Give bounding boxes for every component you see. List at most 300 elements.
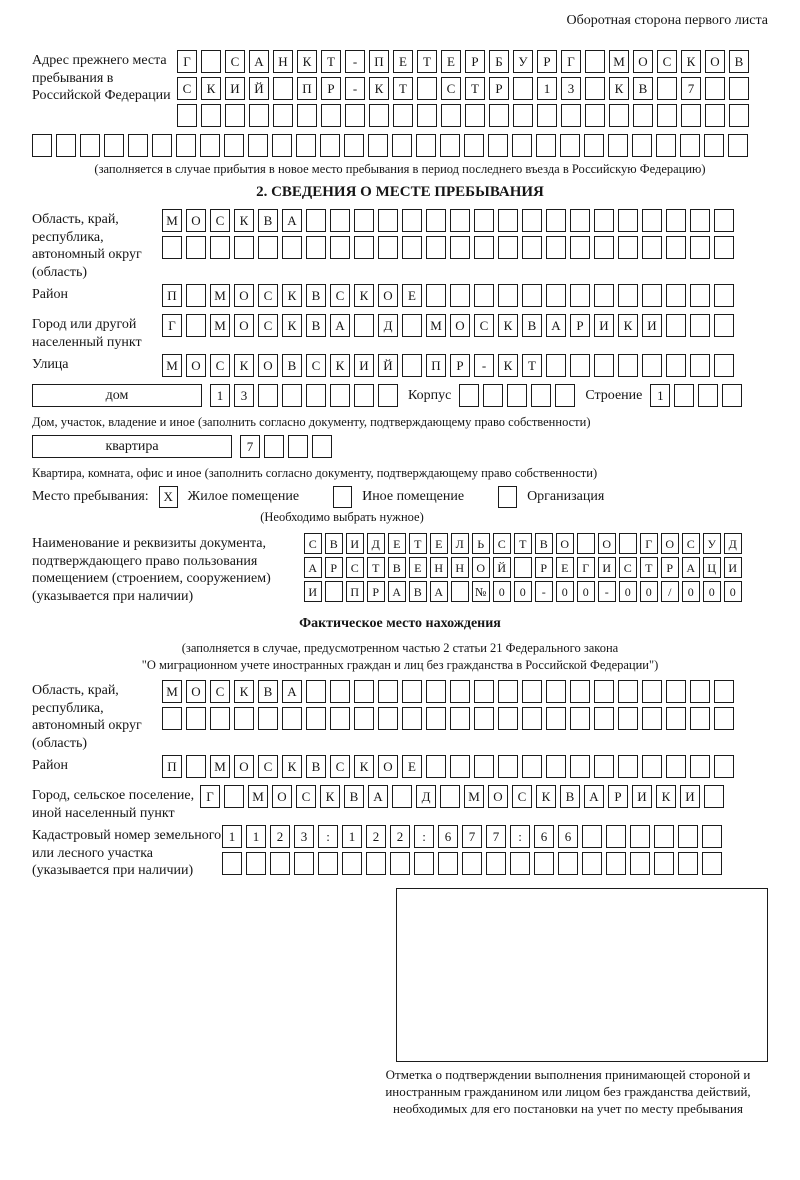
char-box[interactable] [282,707,302,730]
char-box[interactable]: К [498,314,518,337]
char-box[interactable] [618,755,638,778]
char-box[interactable] [378,707,398,730]
char-box[interactable]: В [560,785,580,808]
char-box[interactable] [312,435,332,458]
char-box[interactable] [522,755,542,778]
char-box[interactable] [582,852,602,875]
char-box[interactable]: И [632,785,652,808]
char-box[interactable] [522,209,542,232]
char-box[interactable]: П [346,581,364,602]
char-box[interactable] [654,825,674,848]
char-box[interactable] [80,134,100,157]
char-box[interactable]: О [450,314,470,337]
char-box[interactable]: Е [556,557,574,578]
char-box[interactable] [459,384,479,407]
char-box[interactable]: Т [409,533,427,554]
char-box[interactable]: М [162,209,182,232]
char-box[interactable]: Р [367,581,385,602]
char-box[interactable]: Р [570,314,590,337]
char-box[interactable]: К [320,785,340,808]
char-box[interactable] [594,354,614,377]
char-box[interactable]: Е [402,755,422,778]
char-box[interactable]: О [258,354,278,377]
char-box[interactable] [498,209,518,232]
char-box[interactable]: Т [514,533,532,554]
char-box[interactable] [558,852,578,875]
char-box[interactable] [632,134,652,157]
checkbox-residential[interactable]: X [159,486,178,508]
char-box[interactable]: 6 [558,825,578,848]
char-box[interactable]: М [210,284,230,307]
char-box[interactable]: К [681,50,701,73]
char-box[interactable] [306,236,326,259]
char-box[interactable]: Е [388,533,406,554]
char-box[interactable] [728,134,748,157]
char-box[interactable] [674,384,694,407]
char-box[interactable] [273,77,293,100]
char-box[interactable]: В [344,785,364,808]
char-box[interactable]: 1 [342,825,362,848]
char-box[interactable] [606,852,626,875]
char-box[interactable] [570,755,590,778]
char-box[interactable] [306,384,326,407]
char-box[interactable] [368,134,388,157]
char-box[interactable] [330,236,350,259]
char-box[interactable] [560,134,580,157]
char-box[interactable]: В [258,680,278,703]
char-box[interactable]: 6 [534,825,554,848]
char-box[interactable]: Г [162,314,182,337]
char-box[interactable] [498,755,518,778]
char-box[interactable]: О [705,50,725,73]
char-box[interactable]: Й [493,557,511,578]
char-box[interactable]: М [426,314,446,337]
char-box[interactable] [201,50,221,73]
char-box[interactable]: : [414,825,434,848]
char-box[interactable] [176,134,196,157]
char-box[interactable]: С [330,755,350,778]
char-box[interactable] [416,134,436,157]
char-box[interactable] [354,384,374,407]
char-box[interactable]: Т [417,50,437,73]
char-box[interactable] [678,852,698,875]
char-box[interactable] [702,852,722,875]
char-box[interactable] [390,852,410,875]
char-box[interactable]: - [474,354,494,377]
char-box[interactable] [354,314,374,337]
char-box[interactable] [618,209,638,232]
char-box[interactable]: П [297,77,317,100]
char-box[interactable]: С [210,209,230,232]
char-box[interactable]: Т [393,77,413,100]
char-box[interactable] [585,77,605,100]
char-box[interactable]: В [282,354,302,377]
char-box[interactable]: В [325,533,343,554]
char-box[interactable]: Т [640,557,658,578]
char-box[interactable]: Р [608,785,628,808]
char-box[interactable] [630,852,650,875]
char-box[interactable] [177,104,197,127]
char-box[interactable] [619,533,637,554]
char-box[interactable]: С [177,77,197,100]
char-box[interactable]: 6 [438,825,458,848]
char-box[interactable] [414,852,434,875]
char-box[interactable] [483,384,503,407]
char-box[interactable] [450,209,470,232]
char-box[interactable] [594,209,614,232]
char-box[interactable]: Д [724,533,742,554]
char-box[interactable] [522,707,542,730]
char-box[interactable]: Е [393,50,413,73]
char-box[interactable]: Е [441,50,461,73]
char-box[interactable] [570,707,590,730]
char-box[interactable] [570,284,590,307]
char-box[interactable]: Т [522,354,542,377]
char-box[interactable]: С [682,533,700,554]
char-box[interactable]: Р [535,557,553,578]
char-box[interactable] [296,134,316,157]
char-box[interactable]: О [598,533,616,554]
char-box[interactable] [354,209,374,232]
char-box[interactable]: О [633,50,653,73]
char-box[interactable] [320,134,340,157]
char-box[interactable]: О [488,785,508,808]
char-box[interactable] [690,755,710,778]
char-box[interactable]: 7 [681,77,701,100]
char-box[interactable] [402,236,422,259]
char-box[interactable]: 7 [462,825,482,848]
char-box[interactable]: С [296,785,316,808]
char-box[interactable] [288,435,308,458]
char-box[interactable] [249,104,269,127]
char-box[interactable] [344,134,364,157]
char-box[interactable] [402,680,422,703]
char-box[interactable]: В [522,314,542,337]
char-box[interactable] [678,825,698,848]
char-box[interactable] [704,134,724,157]
char-box[interactable] [618,354,638,377]
char-box[interactable]: В [633,77,653,100]
char-box[interactable] [642,707,662,730]
char-box[interactable] [378,384,398,407]
char-box[interactable]: С [304,533,322,554]
char-box[interactable]: К [618,314,638,337]
char-box[interactable]: Р [661,557,679,578]
char-box[interactable] [690,314,710,337]
char-box[interactable]: К [369,77,389,100]
char-box[interactable]: О [472,557,490,578]
char-box[interactable] [486,852,506,875]
char-box[interactable]: С [512,785,532,808]
char-box[interactable]: 0 [682,581,700,602]
char-box[interactable]: А [584,785,604,808]
char-box[interactable]: Г [177,50,197,73]
char-box[interactable] [273,104,293,127]
char-box[interactable] [330,680,350,703]
char-box[interactable]: Т [321,50,341,73]
char-box[interactable]: К [498,354,518,377]
char-box[interactable] [666,680,686,703]
char-box[interactable] [546,354,566,377]
char-box[interactable]: С [346,557,364,578]
char-box[interactable] [666,707,686,730]
char-box[interactable]: В [388,557,406,578]
char-box[interactable] [417,104,437,127]
char-box[interactable]: Т [465,77,485,100]
char-box[interactable] [618,680,638,703]
char-box[interactable] [248,134,268,157]
char-box[interactable]: С [210,354,230,377]
char-box[interactable] [690,236,710,259]
char-box[interactable]: - [345,77,365,100]
char-box[interactable] [342,852,362,875]
char-box[interactable]: 0 [514,581,532,602]
char-box[interactable]: В [306,755,326,778]
char-box[interactable] [546,707,566,730]
char-box[interactable]: М [210,314,230,337]
char-box[interactable] [474,209,494,232]
char-box[interactable]: У [513,50,533,73]
char-box[interactable]: С [306,354,326,377]
char-box[interactable]: К [330,354,350,377]
char-box[interactable] [666,209,686,232]
char-box[interactable] [186,707,206,730]
char-box[interactable]: 1 [210,384,230,407]
char-box[interactable]: / [661,581,679,602]
char-box[interactable]: Г [640,533,658,554]
char-box[interactable] [225,104,245,127]
char-box[interactable] [186,314,206,337]
char-box[interactable] [294,852,314,875]
char-box[interactable] [354,680,374,703]
char-box[interactable]: М [248,785,268,808]
checkbox-other-premises[interactable] [333,486,352,508]
char-box[interactable] [210,707,230,730]
char-box[interactable]: Н [451,557,469,578]
char-box[interactable] [507,384,527,407]
char-box[interactable] [666,354,686,377]
char-box[interactable]: 0 [556,581,574,602]
char-box[interactable]: К [656,785,676,808]
char-box[interactable] [690,707,710,730]
char-box[interactable]: А [682,557,700,578]
char-box[interactable] [498,707,518,730]
char-box[interactable] [402,209,422,232]
char-box[interactable]: К [234,209,254,232]
char-box[interactable] [680,134,700,157]
char-box[interactable] [531,384,551,407]
char-box[interactable]: С [258,284,278,307]
char-box[interactable] [577,533,595,554]
char-box[interactable]: М [162,354,182,377]
char-box[interactable] [498,236,518,259]
char-box[interactable]: 1 [650,384,670,407]
apartment-type-box[interactable]: квартира [32,435,232,458]
char-box[interactable]: : [318,825,338,848]
char-box[interactable]: 7 [240,435,260,458]
char-box[interactable] [450,755,470,778]
char-box[interactable]: К [297,50,317,73]
char-box[interactable] [570,354,590,377]
char-box[interactable]: И [724,557,742,578]
char-box[interactable] [318,852,338,875]
char-box[interactable] [609,104,629,127]
char-box[interactable] [325,581,343,602]
char-box[interactable] [522,680,542,703]
char-box[interactable] [714,707,734,730]
char-box[interactable]: Н [430,557,448,578]
char-box[interactable] [633,104,653,127]
char-box[interactable] [657,77,677,100]
char-box[interactable] [402,314,422,337]
char-box[interactable] [666,755,686,778]
char-box[interactable]: И [642,314,662,337]
char-box[interactable] [522,284,542,307]
char-box[interactable] [438,852,458,875]
char-box[interactable] [369,104,389,127]
char-box[interactable] [522,236,542,259]
char-box[interactable] [704,785,724,808]
char-box[interactable] [224,785,244,808]
char-box[interactable]: Й [249,77,269,100]
char-box[interactable] [512,134,532,157]
char-box[interactable]: А [330,314,350,337]
char-box[interactable]: 1 [537,77,557,100]
char-box[interactable] [450,680,470,703]
char-box[interactable] [451,581,469,602]
char-box[interactable] [584,134,604,157]
char-box[interactable]: Ь [472,533,490,554]
char-box[interactable] [462,852,482,875]
char-box[interactable]: В [409,581,427,602]
char-box[interactable] [378,680,398,703]
char-box[interactable]: П [369,50,389,73]
char-box[interactable] [201,104,221,127]
char-box[interactable]: Ц [703,557,721,578]
char-box[interactable] [474,707,494,730]
char-box[interactable] [570,680,590,703]
char-box[interactable]: К [282,755,302,778]
char-box[interactable]: А [546,314,566,337]
char-box[interactable] [714,284,734,307]
char-box[interactable]: 2 [390,825,410,848]
char-box[interactable]: - [598,581,616,602]
char-box[interactable]: Т [367,557,385,578]
char-box[interactable]: Б [489,50,509,73]
char-box[interactable] [594,284,614,307]
char-box[interactable] [264,435,284,458]
house-type-box[interactable]: дом [32,384,202,407]
char-box[interactable]: Л [451,533,469,554]
char-box[interactable]: Д [367,533,385,554]
char-box[interactable] [498,284,518,307]
char-box[interactable] [32,134,52,157]
char-box[interactable] [714,236,734,259]
char-box[interactable] [702,825,722,848]
char-box[interactable] [642,354,662,377]
char-box[interactable] [345,104,365,127]
char-box[interactable] [546,680,566,703]
char-box[interactable] [642,284,662,307]
char-box[interactable] [354,236,374,259]
char-box[interactable]: А [249,50,269,73]
char-box[interactable] [570,236,590,259]
char-box[interactable]: 0 [640,581,658,602]
char-box[interactable] [555,384,575,407]
char-box[interactable]: Е [430,533,448,554]
char-box[interactable] [618,284,638,307]
char-box[interactable]: Р [537,50,557,73]
char-box[interactable] [630,825,650,848]
char-box[interactable] [666,236,686,259]
char-box[interactable] [258,707,278,730]
char-box[interactable] [402,707,422,730]
char-box[interactable]: 0 [493,581,511,602]
char-box[interactable]: П [162,284,182,307]
char-box[interactable] [510,852,530,875]
char-box[interactable] [330,209,350,232]
char-box[interactable] [186,284,206,307]
char-box[interactable]: К [282,284,302,307]
char-box[interactable] [426,284,446,307]
char-box[interactable] [690,284,710,307]
char-box[interactable]: В [306,314,326,337]
char-box[interactable] [162,236,182,259]
char-box[interactable] [537,104,557,127]
char-box[interactable] [561,104,581,127]
char-box[interactable] [570,209,590,232]
char-box[interactable] [618,707,638,730]
char-box[interactable] [378,236,398,259]
char-box[interactable]: С [258,314,278,337]
char-box[interactable] [56,134,76,157]
char-box[interactable] [393,104,413,127]
char-box[interactable] [450,236,470,259]
char-box[interactable] [426,209,446,232]
char-box[interactable] [474,755,494,778]
char-box[interactable] [162,707,182,730]
char-box[interactable]: К [282,314,302,337]
char-box[interactable] [656,134,676,157]
char-box[interactable]: М [162,680,182,703]
char-box[interactable] [690,354,710,377]
char-box[interactable]: К [354,755,374,778]
char-box[interactable]: О [661,533,679,554]
char-box[interactable] [321,104,341,127]
char-box[interactable] [594,707,614,730]
char-box[interactable] [608,134,628,157]
char-box[interactable] [681,104,701,127]
char-box[interactable]: Р [325,557,343,578]
char-box[interactable] [546,284,566,307]
char-box[interactable]: 1 [246,825,266,848]
char-box[interactable] [234,707,254,730]
checkbox-organization[interactable] [498,486,517,508]
char-box[interactable]: - [345,50,365,73]
char-box[interactable]: И [304,581,322,602]
char-box[interactable]: Д [416,785,436,808]
char-box[interactable] [306,707,326,730]
char-box[interactable] [714,680,734,703]
char-box[interactable]: - [535,581,553,602]
char-box[interactable]: В [258,209,278,232]
char-box[interactable]: С [258,755,278,778]
char-box[interactable] [270,852,290,875]
char-box[interactable] [594,755,614,778]
char-box[interactable] [186,755,206,778]
char-box[interactable]: В [729,50,749,73]
char-box[interactable] [657,104,677,127]
